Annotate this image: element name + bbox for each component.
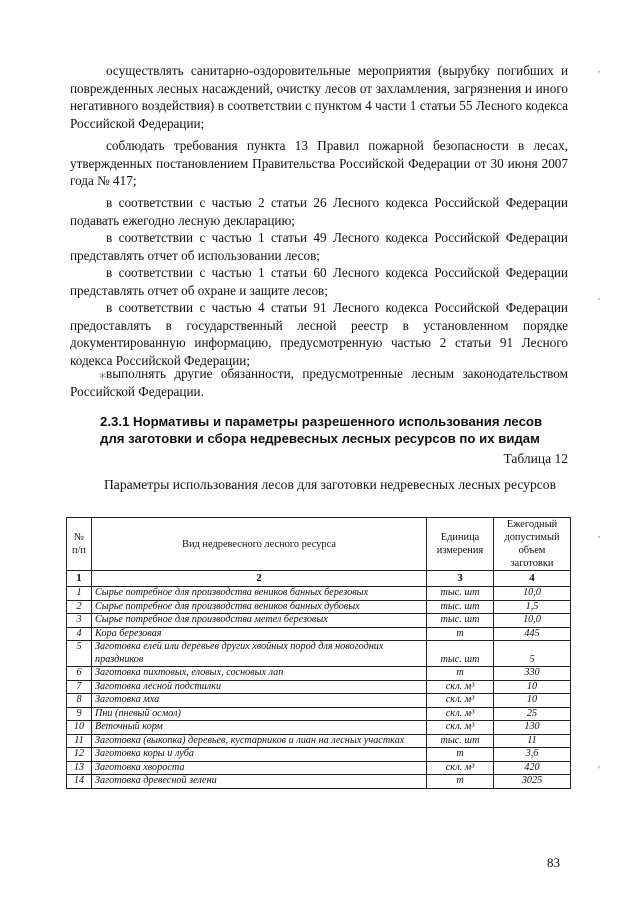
row-unit: скл. м³	[427, 694, 494, 708]
row-volume: 10,0	[494, 587, 571, 601]
table-row	[67, 641, 571, 667]
header-volume: Ежегодный допустимый объем заготовки	[494, 518, 571, 571]
row-unit: тыс. шт	[427, 614, 494, 628]
row-num: 10	[67, 721, 92, 735]
row-unit: скл. м³	[427, 761, 494, 775]
column-number: 2	[92, 571, 427, 587]
row-name: Заготовка древесной зелени	[92, 775, 427, 789]
header-num: № п/п	[67, 518, 92, 571]
section-heading: 2.3.1 Нормативы и параметры разрешенного использования лесов для заготовки и сбора недревесных лесных ресурсов по их видам	[100, 414, 543, 446]
row-num: 1	[67, 587, 92, 601]
scan-mark-icon: ʹ	[598, 535, 601, 546]
table-row	[67, 761, 571, 775]
paragraph-forest-registry: в соответствии с частью 4 статьи 91 Лесного кодекса Российской Федерации предоставлять в государственный лесной реестр в установленном порядке документированную информацию, предусмотренную частью 2 статьи 91 Лесного кодекса Российской Федерации;	[70, 300, 568, 368]
row-unit: скл. м³	[427, 707, 494, 721]
row-num: 5	[67, 641, 92, 667]
row-volume: 10	[494, 680, 571, 694]
row-num: 12	[67, 748, 92, 762]
row-unit: скл. м³	[427, 721, 494, 735]
row-volume: 10	[494, 694, 571, 708]
table-row	[67, 707, 571, 721]
table-row	[67, 734, 571, 748]
row-unit: т	[427, 748, 494, 762]
row-name: Заготовка лесной подстилки	[92, 680, 427, 694]
table-row	[67, 721, 571, 735]
row-num: 2	[67, 600, 92, 614]
row-name: Сырье потребное для производства веников банных дубовых	[92, 600, 427, 614]
row-volume: 3,6	[494, 748, 571, 762]
row-name: Кора березовая	[92, 627, 427, 641]
row-num: 9	[67, 707, 92, 721]
column-number-row	[67, 571, 571, 587]
scan-mark-icon: ʹ	[598, 70, 601, 81]
row-volume: 5	[494, 641, 571, 667]
row-volume: 11	[494, 734, 571, 748]
column-number: 3	[427, 571, 494, 587]
scan-mark-icon: ʹ	[598, 297, 601, 308]
header-unit: Единица измерения	[427, 518, 494, 571]
table-row	[67, 614, 571, 628]
row-name: Заготовка (выкопка) деревьев, кустарников и лиан на лесных участках	[92, 734, 427, 748]
row-num: 4	[67, 627, 92, 641]
row-unit: тыс. шт	[427, 587, 494, 601]
header-name: Вид недревесного лесного ресурса	[92, 518, 427, 571]
row-name: Заготовка елей или деревьев других хвойных пород для новогодних праздников	[92, 641, 427, 667]
row-num: 6	[67, 667, 92, 681]
row-num: 7	[67, 680, 92, 694]
row-name: Заготовка пихтовых, еловых, сосновых лап	[92, 667, 427, 681]
row-name: Заготовка коры и луба	[92, 748, 427, 762]
table-row	[67, 775, 571, 789]
row-name: Веточный корм	[92, 721, 427, 735]
row-volume: 10,0	[494, 614, 571, 628]
row-unit: тыс. шт	[427, 641, 494, 667]
table-row	[67, 667, 571, 681]
row-unit: т	[427, 667, 494, 681]
row-unit: тыс. шт	[427, 734, 494, 748]
page-number: 83	[547, 855, 560, 870]
row-volume: 25	[494, 707, 571, 721]
row-unit: скл. м³	[427, 680, 494, 694]
table-row	[67, 748, 571, 762]
row-name: Заготовка хвороста	[92, 761, 427, 775]
paragraph-sanitary: осуществлять санитарно-оздоровительные мероприятия (вырубку погибших и поврежденных лесных насаждений, очистку лесов от захламления, загрязнения и иного негативного воздействия) в соответствии с пунктом 4 части 1 статьи 55 Лесного кодекса Российской Федерации;	[70, 63, 568, 131]
row-num: 14	[67, 775, 92, 789]
table-row	[67, 680, 571, 694]
table-row	[67, 587, 571, 601]
column-number: 4	[494, 571, 571, 587]
paragraph-usage-report: в соответствии с частью 1 статьи 49 Лесного кодекса Российской Федерации представлять отчет об использовании лесов;	[70, 230, 568, 263]
paragraph-protection-report: в соответствии с частью 1 статьи 60 Лесного кодекса Российской Федерации представлять отчет об охране и защите лесов;	[70, 265, 568, 298]
row-num: 3	[67, 614, 92, 628]
paragraph-declaration: в соответствии с частью 2 статьи 26 Лесного кодекса Российской Федерации подавать ежегодно лесную декларацию;	[70, 195, 568, 228]
row-volume: 420	[494, 761, 571, 775]
row-num: 13	[67, 761, 92, 775]
row-num: 11	[67, 734, 92, 748]
row-volume: 330	[494, 667, 571, 681]
paragraph-other-duties: ⁎выполнять другие обязанности, предусмотренные лесным законодательством Российской Федерации.	[70, 366, 568, 399]
row-unit: тыс. шт	[427, 600, 494, 614]
row-volume: 3025	[494, 775, 571, 789]
row-num: 8	[67, 694, 92, 708]
row-volume: 130	[494, 721, 571, 735]
table-row	[67, 627, 571, 641]
table-title: Параметры использования лесов для заготовки недревесных лесных ресурсов	[103, 477, 557, 492]
column-number: 1	[67, 571, 92, 587]
row-unit: т	[427, 627, 494, 641]
row-unit: т	[427, 775, 494, 789]
row-name: Сырье потребное для производства веников банных березовых	[92, 587, 427, 601]
scan-mark-icon: ʹ	[598, 765, 601, 776]
table-row	[67, 694, 571, 708]
row-volume: 1,5	[494, 600, 571, 614]
table-row	[67, 600, 571, 614]
bullet-mark-icon: ⁎	[99, 366, 106, 381]
row-name: Сырье потребное для производства метел березовых	[92, 614, 427, 628]
resource-table	[66, 517, 571, 789]
row-volume: 445	[494, 627, 571, 641]
row-name: Заготовка мха	[92, 694, 427, 708]
table-label: Таблица 12	[503, 451, 568, 466]
table-header-row	[67, 518, 571, 571]
row-name: Пни (пневый осмол)	[92, 707, 427, 721]
paragraph-fire-safety: соблюдать требования пункта 13 Правил пожарной безопасности в лесах, утвержденных постановлением Правительства Российской Федерации от 30 июня 2007 года № 417;	[70, 138, 568, 189]
